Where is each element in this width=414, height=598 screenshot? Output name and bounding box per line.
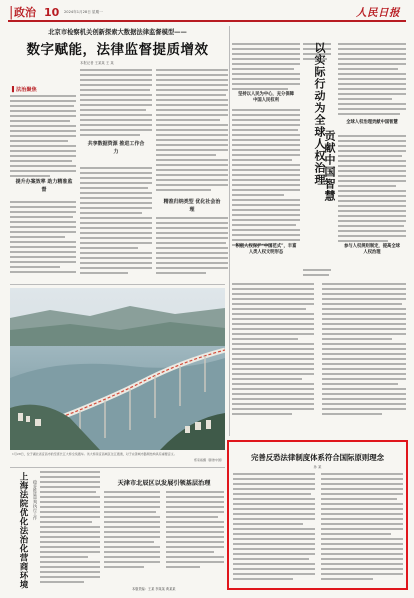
lead-title: 数字赋能，法律监督提质增效 xyxy=(26,42,209,58)
shanghai-note: 稳步推进审判执行工作 xyxy=(33,480,38,520)
newspaper-logo: 人民日报 xyxy=(356,7,400,19)
photo-credit: 郑家裕摄（影像中国） xyxy=(193,458,224,462)
subhead-3: 精准归纳类型 优化社会治理 xyxy=(163,199,221,213)
boxed-byline: 孙 某 xyxy=(313,465,322,469)
tianjin-text xyxy=(104,490,224,582)
column-rule xyxy=(10,284,225,285)
subhead-2: 共享数据资源 推进工作合力 xyxy=(87,141,145,155)
tianjin-title: 天津市北辰区以发展引领基层治理 xyxy=(117,480,211,487)
rights-subhead-1: 坚持以人民为中心，充分保障中国人民权利 xyxy=(238,92,294,103)
rights-subhead-3: 全球人权治理贡献中国智慧 xyxy=(346,120,398,125)
rights-continuation xyxy=(232,282,406,432)
rights-title-vertical-1: 以实际行动为全球人权治理 xyxy=(313,42,326,186)
column-heading: ▌法治聚焦 xyxy=(12,87,37,93)
photo-caption: 1月28日，位于湖北省宜昌市的至喜长江大桥全线通车。该大桥是宜昌城区过江通道，对于完善城市路网结构具有重要意义。 xyxy=(12,452,177,456)
column-rule xyxy=(10,467,225,468)
boxed-article-text xyxy=(233,472,403,584)
rights-subhead-4: 参与人权规则制定，提高全球人权治理 xyxy=(344,244,400,255)
issue-date: 2024年1月28日 星期一 xyxy=(64,10,103,14)
masthead-bar xyxy=(8,20,406,22)
section-mark: | xyxy=(9,5,14,20)
lead-kicker: 北京市检察机关创新探索大数据法律监督模型—— xyxy=(48,29,187,36)
article-column-2 xyxy=(80,68,152,280)
column-rule xyxy=(229,26,230,436)
boxed-title: 完善反恐法律制度体系符合国际原则理念 xyxy=(250,453,385,462)
page-footer: 本版责编：王某 李某某 黄某某 xyxy=(132,587,176,591)
subhead-1: 提升办案效率 助力精准监督 xyxy=(15,179,73,193)
section-name: 政治 xyxy=(14,6,36,19)
article-column-1b xyxy=(10,200,76,280)
article-column-3 xyxy=(156,68,228,280)
lead-byline: 本报记者 王某某 王 某 xyxy=(80,61,114,65)
bridge-photo xyxy=(10,288,225,450)
rights-subhead-2: 积极人权保护“中国范式”，丰富人类人权文明形态 xyxy=(235,244,297,255)
page-number: 10 xyxy=(44,6,60,19)
rights-title-vertical-2: 贡献中国智慧 xyxy=(323,130,336,202)
shanghai-title: 上海法院优化法治化营商环境 xyxy=(18,472,28,589)
shanghai-text xyxy=(40,470,100,592)
